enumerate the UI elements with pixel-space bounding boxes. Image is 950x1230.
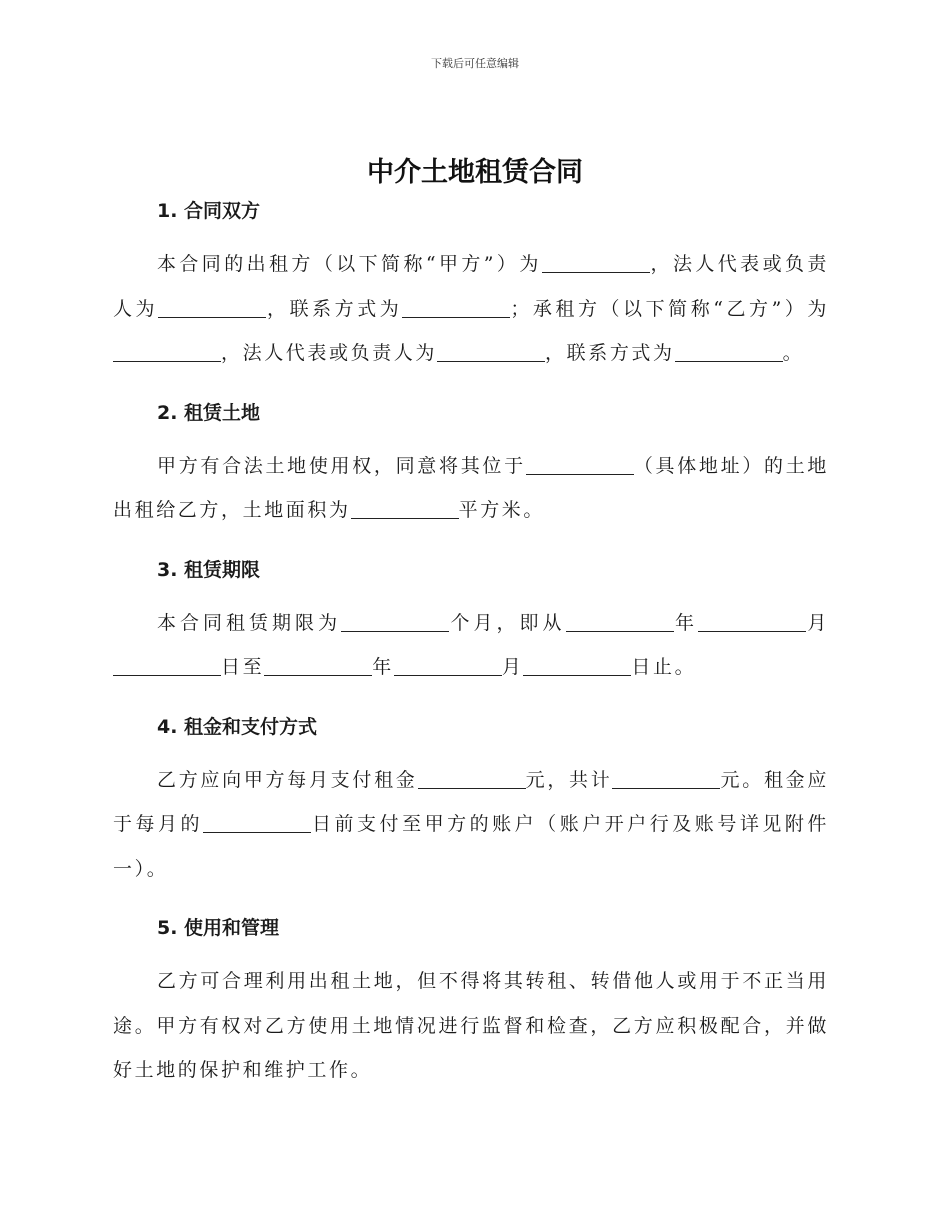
fill-blank (341, 611, 449, 632)
fill-blank (698, 611, 806, 632)
fill-blank (526, 454, 634, 475)
text-run: 月 (805, 611, 829, 634)
text-run: 个月，即从 (449, 611, 566, 634)
text-run: 日前支付至甲方的账户（账户开户行及账号详见附件一）。 (113, 813, 829, 880)
text-run: ，法人代表或负责人为 (221, 342, 438, 364)
fill-blank (351, 498, 459, 519)
text-run: 本合同的出租方（以下简称“甲方”）为 (157, 253, 542, 275)
fill-blank (675, 341, 783, 362)
section-heading: 4. 租金和支付方式 (157, 715, 318, 738)
section-paragraph (113, 601, 829, 690)
text-run: ，法人代表或负责人为 (113, 253, 829, 320)
text-run: ，联系方式为 (266, 297, 403, 320)
fill-blank (437, 341, 545, 362)
section-rent-payment (113, 712, 829, 892)
text-run: ；承租方（以下简称“乙方”）为 (510, 297, 829, 320)
fill-blank (113, 655, 221, 676)
document-title: 中介土地租赁合同 (367, 157, 583, 188)
section-heading: 1. 合同双方 (157, 200, 261, 222)
section-paragraph (113, 758, 829, 892)
text-run: 日止。 (631, 656, 697, 678)
fill-blank (542, 252, 650, 273)
text-run: 本合同租赁期限为 (157, 611, 342, 634)
section-lease-term (113, 555, 829, 690)
section-paragraph (113, 242, 829, 376)
section-paragraph (113, 959, 829, 1093)
page-header-note: 下载后可任意编辑 (431, 57, 519, 70)
section-use-management (113, 913, 829, 1093)
fill-blank (418, 768, 526, 789)
section-parties (113, 196, 829, 376)
fill-blank (566, 611, 674, 632)
fill-blank (158, 297, 266, 318)
text-run: 年 (673, 611, 698, 634)
text-run: 年 (372, 656, 394, 678)
text-run: 。 (782, 342, 805, 364)
text-run: 甲方有合法土地使用权，同意将其位于 (157, 454, 526, 477)
text-run: 乙方可合理利用出租土地，但不得将其转租、转借他人或用于不正当用途。甲方有权对乙方使用土地情况进行监督和检查，乙方应积极配合，并做好土地的保护和维护工作。 (113, 970, 829, 1081)
text-run: 乙方应向甲方每月支付租金 (157, 768, 418, 791)
text-run: 日至 (221, 656, 265, 678)
text-run: （具体地址）的土地出租给乙方，土地面积为 (113, 454, 829, 521)
text-run: 元。租金应于每月的 (113, 768, 829, 835)
text-run: ，联系方式为 (545, 342, 675, 364)
section-heading: 5. 使用和管理 (157, 917, 280, 939)
text-run: 平方米。 (458, 499, 546, 521)
fill-blank (612, 768, 720, 789)
document-body (113, 196, 829, 1115)
fill-blank (113, 341, 221, 362)
fill-blank (264, 655, 372, 676)
section-heading: 3. 租赁期限 (157, 558, 261, 581)
section-leased-land (113, 398, 829, 533)
section-paragraph (113, 444, 829, 533)
fill-blank (523, 655, 631, 676)
text-run: 月 (501, 656, 524, 678)
fill-blank (394, 655, 502, 676)
fill-blank (203, 812, 311, 833)
section-heading: 2. 租赁土地 (157, 401, 261, 424)
fill-blank (402, 297, 510, 318)
text-run: 元，共计 (525, 768, 613, 791)
